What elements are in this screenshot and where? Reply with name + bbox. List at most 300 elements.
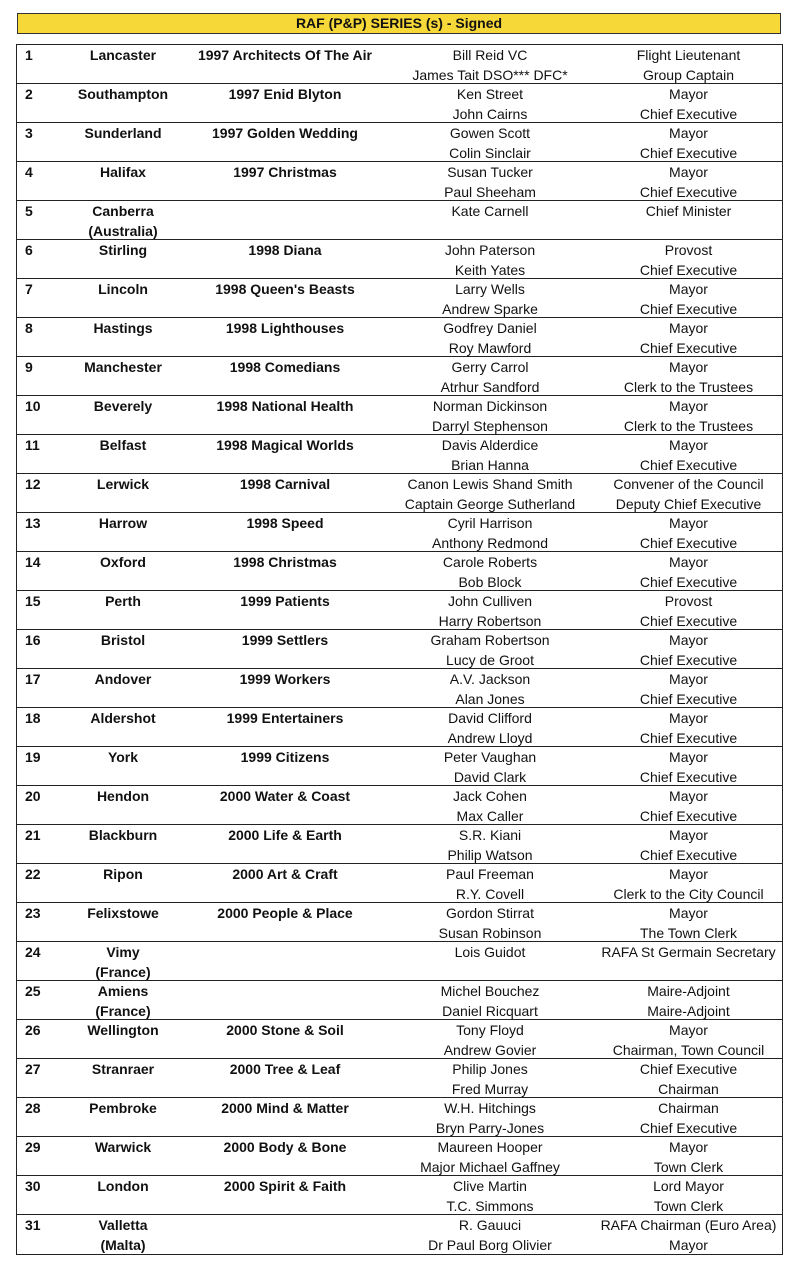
signatory-role bbox=[595, 357, 782, 395]
series-name: 1998 Christmas bbox=[233, 554, 337, 570]
signatory-name-line: Gordon Stirrat bbox=[446, 905, 534, 921]
place-name bbox=[61, 318, 185, 356]
signatory-role bbox=[595, 1098, 782, 1136]
place-name-line: Beverely bbox=[93, 398, 153, 414]
signatory-name bbox=[385, 123, 595, 161]
place-name-line: Harrow bbox=[98, 515, 148, 531]
series-name: 2000 Stone & Soil bbox=[226, 1022, 344, 1038]
place-name bbox=[61, 1020, 185, 1058]
signatory-role-line: Mayor bbox=[669, 905, 708, 921]
row-number: 18 bbox=[25, 710, 41, 726]
signatory-name bbox=[385, 1176, 595, 1214]
row-number: 9 bbox=[25, 359, 33, 375]
signatory-name-line: Clive Martin bbox=[453, 1178, 527, 1194]
table-row bbox=[17, 747, 782, 786]
signatory-role bbox=[595, 630, 782, 668]
row-number: 23 bbox=[25, 905, 41, 921]
signatory-name bbox=[385, 318, 595, 356]
signatory-name bbox=[385, 45, 595, 83]
signatory-name-line: Jack Cohen bbox=[453, 788, 527, 804]
signatory-role-line: Clerk to the Trustees bbox=[623, 378, 754, 395]
place-name-line: Vimy bbox=[106, 944, 140, 960]
place-name bbox=[61, 825, 185, 863]
place-name-line: Canberra bbox=[92, 203, 154, 219]
place-name-line: Blackburn bbox=[88, 827, 158, 843]
signatory-role-line: Chief Executive bbox=[639, 612, 738, 629]
place-name-line: Valletta bbox=[98, 1217, 148, 1233]
row-number: 15 bbox=[25, 593, 41, 609]
signatory-name-line: Lucy de Groot bbox=[446, 651, 534, 668]
place-name bbox=[61, 201, 185, 239]
signatory-name bbox=[385, 864, 595, 902]
signatory-role-line: Mayor bbox=[669, 749, 708, 765]
signatory-role bbox=[595, 942, 782, 980]
signatory-name-line: Philip Jones bbox=[452, 1061, 528, 1077]
place-name-line: Lerwick bbox=[96, 476, 150, 492]
signatory-name-line: Philip Watson bbox=[447, 846, 533, 863]
place-name-line: Lancaster bbox=[89, 47, 157, 63]
signatory-role-line: Chairman bbox=[658, 1080, 719, 1097]
place-name-line: Andover bbox=[94, 671, 152, 687]
table-row bbox=[17, 1137, 782, 1176]
signatory-name bbox=[385, 84, 595, 122]
signatory-name-line: Paul Sheeham bbox=[444, 183, 536, 200]
table-row bbox=[17, 474, 782, 513]
signatory-role-line: Flight Lieutenant bbox=[636, 47, 741, 63]
signatory-role-line: Provost bbox=[664, 593, 713, 609]
signatory-name-line: Max Caller bbox=[456, 807, 524, 824]
signatory-name-line: David Clifford bbox=[448, 710, 532, 726]
signatory-role bbox=[595, 45, 782, 83]
table-row bbox=[17, 1098, 782, 1137]
signatory-role-line: Chief Executive bbox=[639, 807, 738, 824]
row-number: 16 bbox=[25, 632, 41, 648]
table-row bbox=[17, 1059, 782, 1098]
signatory-role-line: Mayor bbox=[669, 788, 708, 804]
place-name bbox=[61, 123, 185, 161]
signatory-name bbox=[385, 201, 595, 239]
row-number: 4 bbox=[25, 164, 33, 180]
signatory-role bbox=[595, 513, 782, 551]
signatory-role-line: Chief Executive bbox=[639, 339, 738, 356]
place-name bbox=[61, 942, 185, 980]
signatory-role-line: Chief Executive bbox=[639, 534, 738, 551]
signatory-name-line: R.Y. Covell bbox=[455, 885, 525, 902]
signatory-name-line: Peter Vaughan bbox=[443, 749, 537, 765]
place-name bbox=[61, 747, 185, 785]
signatory-name-line: Godfrey Daniel bbox=[443, 320, 537, 336]
place-name bbox=[61, 786, 185, 824]
place-name-line: (Malta) bbox=[100, 1236, 146, 1253]
signatory-name bbox=[385, 1020, 595, 1058]
series-name: 1998 Lighthouses bbox=[225, 320, 345, 336]
signatory-name-line: Bryn Parry-Jones bbox=[435, 1119, 545, 1136]
series-name: 2000 Tree & Leaf bbox=[229, 1061, 341, 1077]
signatory-role bbox=[595, 786, 782, 824]
signatory-role bbox=[595, 162, 782, 200]
signatory-name-line: W.H. Hitchings bbox=[444, 1100, 536, 1116]
table-row bbox=[17, 864, 782, 903]
signatory-role bbox=[595, 1137, 782, 1175]
place-name bbox=[61, 669, 185, 707]
signatory-name-line: Fred Murray bbox=[451, 1080, 529, 1097]
place-name-line: Belfast bbox=[99, 437, 147, 453]
signatory-role-line: Maire-Adjoint bbox=[647, 983, 730, 999]
series-name bbox=[185, 981, 385, 1019]
signatory-role-line: Mayor bbox=[669, 827, 708, 843]
signatory-role-line: Mayor bbox=[669, 632, 708, 648]
row-number: 17 bbox=[25, 671, 41, 687]
signatory-role bbox=[595, 864, 782, 902]
signatory-name bbox=[385, 513, 595, 551]
place-name-line: Perth bbox=[105, 593, 141, 609]
series-name: 1998 National Health bbox=[216, 398, 354, 414]
place-name-line: Lincoln bbox=[98, 281, 148, 297]
signatory-role-line: Chief Executive bbox=[639, 729, 738, 746]
row-number: 25 bbox=[25, 983, 41, 999]
signatures-table bbox=[16, 44, 783, 1255]
signatory-name bbox=[385, 1215, 595, 1254]
signatory-role-line: Town Clerk bbox=[653, 1197, 724, 1214]
table-row bbox=[17, 630, 782, 669]
signatory-name bbox=[385, 786, 595, 824]
place-name-line: Hastings bbox=[93, 320, 153, 336]
row-number: 29 bbox=[25, 1139, 41, 1155]
place-name-line: Sunderland bbox=[84, 125, 162, 141]
signatory-name-line: Anthony Redmond bbox=[432, 534, 548, 551]
signatory-role-line: The Town Clerk bbox=[639, 924, 737, 941]
signatory-role-line: Chief Executive bbox=[639, 144, 738, 161]
place-name bbox=[61, 591, 185, 629]
table-row bbox=[17, 552, 782, 591]
place-name-line: Oxford bbox=[100, 554, 146, 570]
series-name bbox=[185, 1215, 385, 1254]
signatory-name-line: John Culliven bbox=[447, 593, 533, 609]
place-name bbox=[61, 357, 185, 395]
signatory-role-line: RAFA St Germain Secretary bbox=[601, 944, 776, 960]
place-name-line: Warwick bbox=[94, 1139, 152, 1155]
place-name bbox=[61, 630, 185, 668]
row-number: 27 bbox=[25, 1061, 41, 1077]
signatory-name-line: Roy Mawford bbox=[448, 339, 532, 356]
signatory-role-line: Chief Executive bbox=[639, 105, 738, 122]
signatory-role-line: Chief Executive bbox=[639, 300, 738, 317]
series-name: 2000 Spirit & Faith bbox=[223, 1178, 347, 1194]
signatory-name-line: Bob Block bbox=[458, 573, 522, 590]
row-number: 3 bbox=[25, 125, 33, 141]
signatory-role bbox=[595, 123, 782, 161]
signatory-name-line: Bill Reid VC bbox=[452, 47, 528, 63]
place-name-line: Halifax bbox=[100, 164, 146, 180]
row-number: 31 bbox=[25, 1217, 41, 1233]
signatory-role bbox=[595, 1215, 782, 1254]
signatory-name bbox=[385, 279, 595, 317]
signatory-role bbox=[595, 201, 782, 239]
row-number: 22 bbox=[25, 866, 41, 882]
signatory-role bbox=[595, 669, 782, 707]
table-row bbox=[17, 591, 782, 630]
signatory-name bbox=[385, 630, 595, 668]
signatory-role bbox=[595, 279, 782, 317]
signatory-name-line: Davis Alderdice bbox=[441, 437, 539, 453]
table-row bbox=[17, 435, 782, 474]
series-name: 2000 People & Place bbox=[217, 905, 353, 921]
signatory-role-line: Convener of the Council bbox=[613, 476, 764, 492]
table-row bbox=[17, 279, 782, 318]
place-name-line: Felixstowe bbox=[87, 905, 159, 921]
signatory-name-line: Andrew Govier bbox=[443, 1041, 537, 1058]
series-name bbox=[185, 942, 385, 980]
place-name-line: Pembroke bbox=[89, 1100, 157, 1116]
place-name-line: Ripon bbox=[103, 866, 143, 882]
signatory-role-line: Chief Executive bbox=[639, 690, 738, 707]
table-row bbox=[17, 84, 782, 123]
signatory-role-line: Mayor bbox=[669, 1139, 708, 1155]
place-name-line: (France) bbox=[95, 963, 151, 980]
place-name bbox=[61, 45, 185, 83]
place-name bbox=[61, 474, 185, 512]
signatory-name bbox=[385, 825, 595, 863]
signatory-role-line: Town Clerk bbox=[653, 1158, 724, 1175]
row-number: 10 bbox=[25, 398, 41, 414]
signatory-role-line: Chief Executive bbox=[639, 261, 738, 278]
signatory-role bbox=[595, 708, 782, 746]
signatory-role bbox=[595, 903, 782, 941]
signatory-role-line: Chief Executive bbox=[639, 456, 738, 473]
signatory-role bbox=[595, 240, 782, 278]
signatory-role bbox=[595, 981, 782, 1019]
table-row bbox=[17, 1176, 782, 1215]
signatory-role-line: Clerk to the City Council bbox=[613, 885, 764, 902]
series-name: 2000 Mind & Matter bbox=[221, 1100, 349, 1116]
place-name bbox=[61, 162, 185, 200]
place-name-line: Hendon bbox=[96, 788, 150, 804]
signatory-name-line: Andrew Lloyd bbox=[447, 729, 533, 746]
place-name bbox=[61, 864, 185, 902]
signatory-name-line: Atrhur Sandford bbox=[440, 378, 540, 395]
signatory-name-line: Keith Yates bbox=[454, 261, 526, 278]
signatory-role-line: Chief Executive bbox=[639, 1119, 738, 1136]
signatory-role-line: Mayor bbox=[669, 1236, 708, 1253]
series-name: 1998 Queen's Beasts bbox=[215, 281, 355, 297]
signatory-name bbox=[385, 747, 595, 785]
signatory-role-line: Mayor bbox=[669, 866, 708, 882]
table-row bbox=[17, 123, 782, 162]
table-row bbox=[17, 1020, 782, 1059]
row-number: 2 bbox=[25, 86, 33, 102]
row-number: 12 bbox=[25, 476, 41, 492]
signatory-name-line: John Cairns bbox=[452, 105, 528, 122]
signatory-name bbox=[385, 708, 595, 746]
series-name: 2000 Art & Craft bbox=[232, 866, 338, 882]
signatory-name bbox=[385, 1137, 595, 1175]
signatory-name bbox=[385, 1059, 595, 1097]
signatory-name-line: Gowen Scott bbox=[449, 125, 531, 141]
table-row bbox=[17, 45, 782, 84]
series-name: 1999 Citizens bbox=[240, 749, 330, 765]
signatory-name bbox=[385, 552, 595, 590]
series-name: 1998 Carnival bbox=[239, 476, 331, 492]
signatory-name bbox=[385, 357, 595, 395]
signatory-name-line: A.V. Jackson bbox=[449, 671, 531, 687]
signatory-name-line: David Clark bbox=[453, 768, 527, 785]
signatory-name-line: Dr Paul Borg Olivier bbox=[428, 1236, 552, 1253]
signatory-role-line: Group Captain bbox=[642, 66, 735, 83]
place-name bbox=[61, 1098, 185, 1136]
series-name: 2000 Life & Earth bbox=[228, 827, 342, 843]
place-name-line: Amiens bbox=[97, 983, 149, 999]
signatory-name-line: Canon Lewis Shand Smith bbox=[407, 476, 573, 492]
signatory-role-line: Clerk to the Trustees bbox=[623, 417, 754, 434]
signatory-role bbox=[595, 435, 782, 473]
table-row bbox=[17, 786, 782, 825]
table-row bbox=[17, 942, 782, 981]
series-name: 2000 Water & Coast bbox=[219, 788, 351, 804]
table-row bbox=[17, 981, 782, 1020]
signatory-name-line: R. Gauuci bbox=[458, 1217, 522, 1233]
signatory-role-line: Chief Executive bbox=[639, 846, 738, 863]
signatory-name-line: S.R. Kiani bbox=[458, 827, 522, 843]
place-name-line: Manchester bbox=[84, 359, 162, 375]
signatory-role-line: Mayor bbox=[669, 164, 708, 180]
signatory-name-line: Graham Robertson bbox=[430, 632, 550, 648]
place-name bbox=[61, 1215, 185, 1254]
table-row bbox=[17, 357, 782, 396]
signatory-role-line: Mayor bbox=[669, 671, 708, 687]
signatory-name-line: Major Michael Gaffney bbox=[420, 1158, 560, 1175]
table-row bbox=[17, 318, 782, 357]
signatory-role-line: Chief Executive bbox=[639, 1061, 738, 1077]
row-number: 30 bbox=[25, 1178, 41, 1194]
signatory-name bbox=[385, 162, 595, 200]
signatory-role-line: Mayor bbox=[669, 398, 708, 414]
row-number: 1 bbox=[25, 47, 33, 63]
signatory-role-line: Chairman, Town Council bbox=[612, 1041, 765, 1058]
signatory-role-line: Mayor bbox=[669, 359, 708, 375]
signatory-name-line: Andrew Sparke bbox=[442, 300, 538, 317]
place-name bbox=[61, 552, 185, 590]
table-row bbox=[17, 513, 782, 552]
row-number: 26 bbox=[25, 1022, 41, 1038]
signatory-role bbox=[595, 474, 782, 512]
series-name bbox=[185, 201, 385, 239]
signatory-name bbox=[385, 591, 595, 629]
signatory-role-line: Chief Executive bbox=[639, 573, 738, 590]
signatory-name-line: Cyril Harrison bbox=[447, 515, 533, 531]
place-name bbox=[61, 981, 185, 1019]
signatory-role bbox=[595, 1176, 782, 1214]
signatory-name-line: Lois Guidot bbox=[454, 944, 526, 960]
series-name: 1998 Magical Worlds bbox=[216, 437, 354, 453]
signatory-role-line: Maire-Adjoint bbox=[647, 1002, 730, 1019]
series-name: 1998 Diana bbox=[248, 242, 322, 258]
signatory-name-line: Gerry Carrol bbox=[451, 359, 529, 375]
place-name bbox=[61, 240, 185, 278]
signatory-name bbox=[385, 1098, 595, 1136]
signatory-role bbox=[595, 552, 782, 590]
place-name-line: Wellington bbox=[87, 1022, 159, 1038]
signatory-name-line: Maureen Hooper bbox=[437, 1139, 543, 1155]
signatory-name bbox=[385, 474, 595, 512]
row-number: 7 bbox=[25, 281, 33, 297]
place-name bbox=[61, 1137, 185, 1175]
signatory-name-line: Harry Robertson bbox=[438, 612, 542, 629]
signatory-role bbox=[595, 318, 782, 356]
row-number: 28 bbox=[25, 1100, 41, 1116]
signatory-name-line: Carole Roberts bbox=[442, 554, 538, 570]
table-row bbox=[17, 825, 782, 864]
signatory-name-line: Susan Tucker bbox=[447, 164, 533, 180]
signatory-name-line: Michel Bouchez bbox=[440, 983, 540, 999]
signatory-role-line: Chief Minister bbox=[645, 203, 732, 219]
signatory-name bbox=[385, 981, 595, 1019]
table-row bbox=[17, 201, 782, 240]
signatory-role bbox=[595, 1020, 782, 1058]
row-number: 13 bbox=[25, 515, 41, 531]
signatory-role bbox=[595, 84, 782, 122]
signatory-name-line: James Tait DSO*** DFC* bbox=[412, 66, 568, 83]
row-number: 24 bbox=[25, 944, 41, 960]
signatory-role bbox=[595, 825, 782, 863]
series-name: 1999 Settlers bbox=[241, 632, 329, 648]
row-number: 19 bbox=[25, 749, 41, 765]
place-name bbox=[61, 903, 185, 941]
series-name: 1997 Enid Blyton bbox=[228, 86, 342, 102]
series-name: 1999 Patients bbox=[240, 593, 330, 609]
signatory-role-line: Mayor bbox=[669, 1022, 708, 1038]
signatory-name bbox=[385, 435, 595, 473]
place-name bbox=[61, 513, 185, 551]
place-name bbox=[61, 279, 185, 317]
place-name-line: Bristol bbox=[100, 632, 146, 648]
place-name-line: Southampton bbox=[77, 86, 169, 102]
signatory-role-line: Deputy Chief Executive bbox=[615, 495, 762, 512]
signatory-name-line: Darryl Stephenson bbox=[432, 417, 548, 434]
signatory-name-line: T.C. Simmons bbox=[446, 1197, 534, 1214]
series-name: 1998 Speed bbox=[246, 515, 324, 531]
signatory-name-line: Alan Jones bbox=[455, 690, 525, 707]
signatory-name-line: Ken Street bbox=[456, 86, 524, 102]
row-number: 8 bbox=[25, 320, 33, 336]
signatory-name-line: Kate Carnell bbox=[451, 203, 529, 219]
place-name-line: Aldershot bbox=[90, 710, 156, 726]
place-name bbox=[61, 396, 185, 434]
row-number: 20 bbox=[25, 788, 41, 804]
signatory-role-line: Chief Executive bbox=[639, 651, 738, 668]
signatory-name bbox=[385, 669, 595, 707]
row-number: 11 bbox=[25, 437, 40, 453]
place-name bbox=[61, 84, 185, 122]
signatory-name-line: Paul Freeman bbox=[446, 866, 534, 882]
signatory-name-line: John Paterson bbox=[444, 242, 536, 258]
signatory-role-line: Chief Executive bbox=[639, 768, 738, 785]
place-name-line: York bbox=[107, 749, 139, 765]
signatory-role bbox=[595, 396, 782, 434]
table-row bbox=[17, 903, 782, 942]
place-name-line: (France) bbox=[95, 1002, 151, 1019]
signatory-name-line: Larry Wells bbox=[455, 281, 525, 297]
series-name: 1997 Christmas bbox=[233, 164, 337, 180]
series-name: 1999 Workers bbox=[239, 671, 331, 687]
signatory-role-line: Mayor bbox=[669, 320, 708, 336]
table-row bbox=[17, 396, 782, 435]
table-row bbox=[17, 162, 782, 201]
signatory-name-line: Tony Floyd bbox=[456, 1022, 524, 1038]
signatory-name bbox=[385, 396, 595, 434]
signatory-role-line: RAFA Chairman (Euro Area) bbox=[600, 1217, 777, 1233]
signatory-name bbox=[385, 942, 595, 980]
place-name-line: Stranraer bbox=[91, 1061, 155, 1077]
